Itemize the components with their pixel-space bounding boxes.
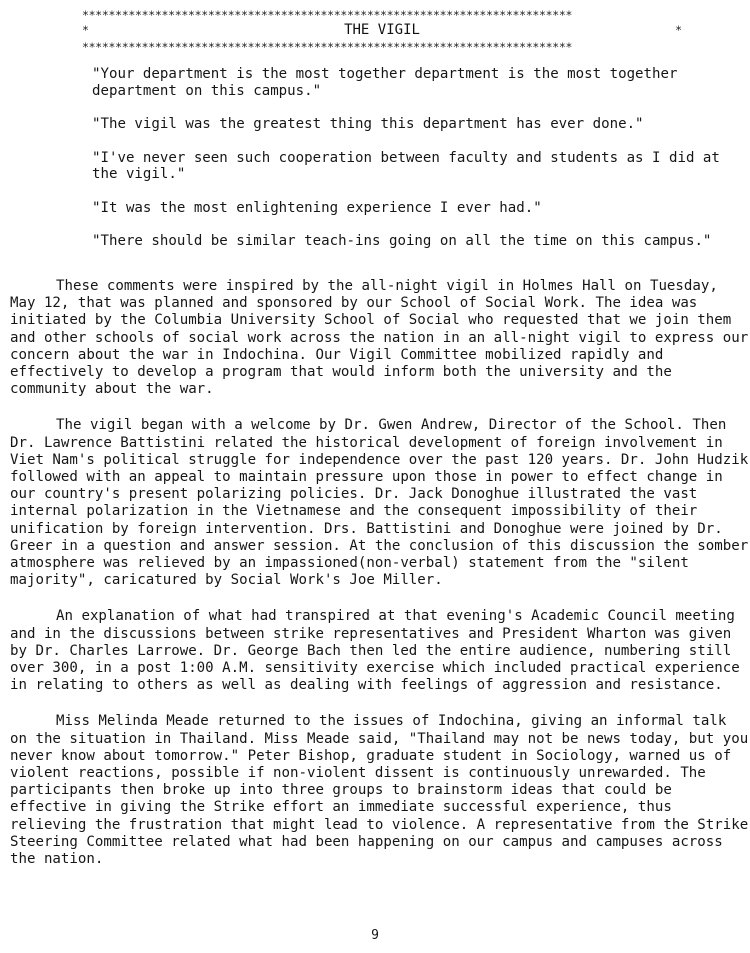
quote-item: "Your department is the most together department is the most together department on this campus." (92, 66, 678, 99)
banner-right-star: * (675, 23, 682, 37)
quote-item: "It was the most enlightening experience I ever had." (92, 199, 542, 216)
banner-top-stars: ************************************************************************** (82, 8, 573, 22)
banner-bottom-stars: ************************************************************************** (82, 40, 573, 54)
banner-middle-row (82, 22, 682, 40)
body-paragraph: The vigil began with a welcome by Dr. Gwen Andrew, Director of the School. Then Dr. Lawrence Battistini related the historical development of foreign involvement in Viet Nam's political struggle for independence over the past 120 years. Dr. John Hudzik followed with an appeal to maintain pressure upon those in power to effect change in our country's present polarizing policies. Dr. Jack Donoghue illustrated the vast internal polarization in the Vietnamese and the consequent impossibility of their unification by foreign intervention. Drs. Battistini and Donoghue were joined by Dr. Greer in a question and answer session. At the conclusion of this discussion the somber atmosphere was relieved by an impassioned(non-verbal) statement from the "silent majority", caricatured by Social Work's Joe Miller. (10, 417, 749, 589)
title-banner (82, 8, 682, 56)
page-number: 9 (371, 928, 379, 943)
body-paragraph: An explanation of what had transpired at that evening's Academic Council meeting and in the discussions between strike representatives and President Wharton was given by Dr. Charles Larrowe. Dr. George Bach then led the entire audience, numbering still over 300, in a post 1:00 A.M. sensitivity exercise which included practical experience in relating to others as well as dealing with feelings of aggression and resistance. (10, 608, 740, 694)
quote-item: "There should be similar teach-ins going on all the time on this campus." (92, 233, 712, 249)
article-body (10, 278, 750, 887)
banner-left-star: * (82, 23, 89, 37)
quote-list (92, 66, 737, 267)
body-paragraph: These comments were inspired by the all-night vigil in Holmes Hall on Tuesday, May 12, that was planned and sponsored by our School of Social Work. The idea was initiated by the Columbia University School of Social who requested that we join them and other schools of social work across the nation in an all-night vigil to express our concern about the war in Indochina. Our Vigil Committee mobilized rapidly and effectively to develop a program that would inform both the university and the community about the war. (10, 278, 749, 398)
page-title: THE VIGIL (344, 22, 420, 38)
quote-item: "The vigil was the greatest thing this department has ever done." (92, 116, 644, 132)
quote-item: "I've never seen such cooperation between faculty and students as I did at the vigil." (92, 149, 720, 182)
body-paragraph: Miss Melinda Meade returned to the issues of Indochina, giving an informal talk on the situation in Thailand. Miss Meade said, "Thailand may not be news today, but you never know about tomorrow." Peter Bishop, graduate student in Sociology, warned us of violent reactions, possible if non-violent dissent is continuously unrewarded. The participants then broke up into three groups to brainstorm ideas that could be effective in giving the Strike effort an immediate successful experience, thus relieving the frustration that might lead to violence. A representative from the Strike Steering Committee related what had been happening on our campus and campuses across the nation. (10, 713, 749, 868)
